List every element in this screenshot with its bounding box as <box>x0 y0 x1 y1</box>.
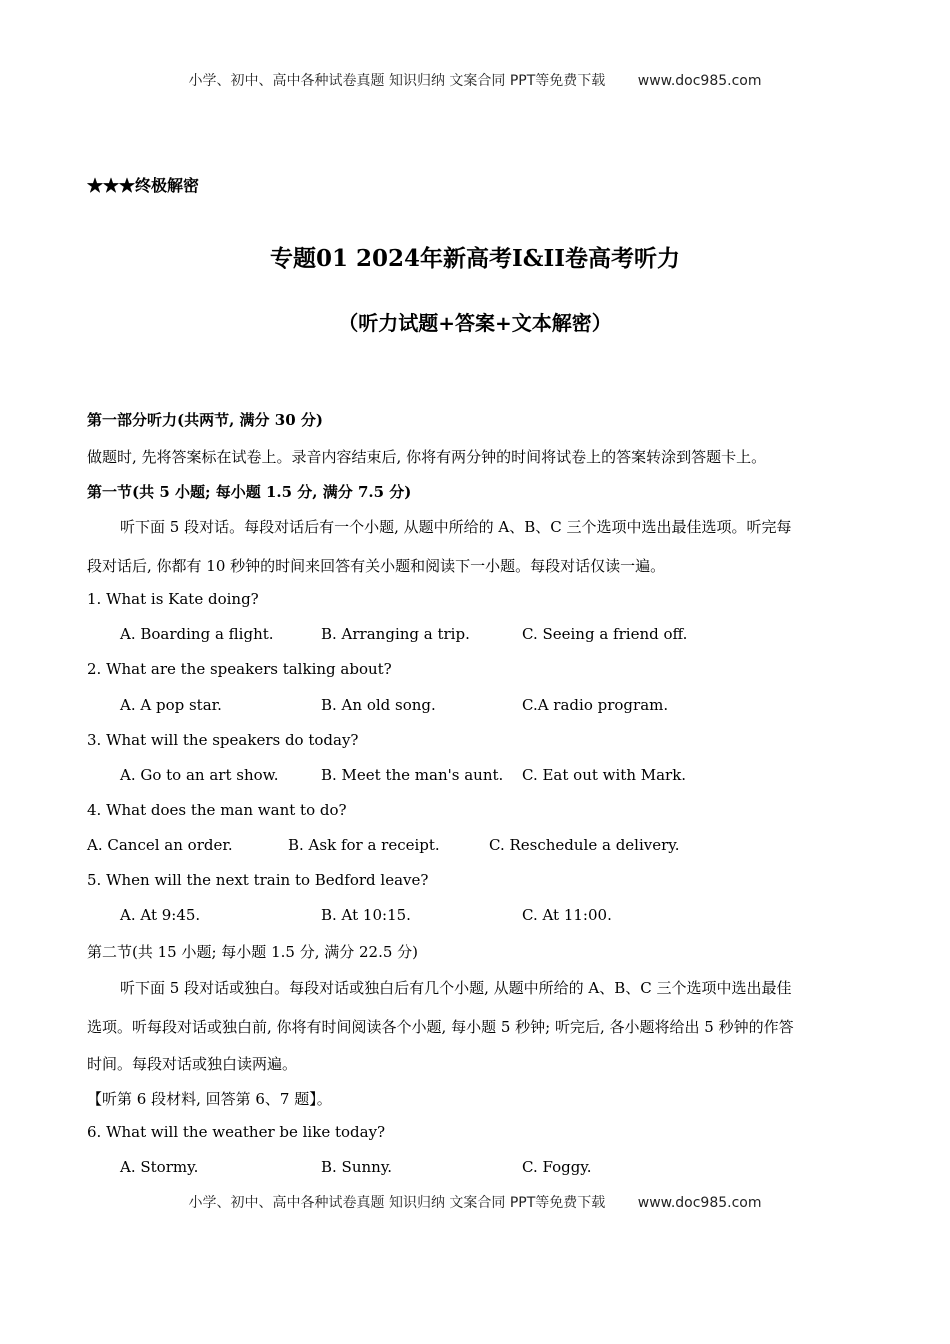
question-3-option-b: B. Meet the man's aunt. <box>321 766 504 784</box>
question-1-option-a: A. Boarding a flight. <box>120 625 274 643</box>
page-title: 专题01 2024年新高考I&II卷高考听力 <box>269 245 681 272</box>
question-5: 5. When will the next train to Bedford leave? <box>87 871 429 889</box>
question-4-option-b: B. Ask for a receipt. <box>288 836 440 854</box>
question-5-option-c: C. At 11:00. <box>522 906 612 924</box>
header-site-link[interactable]: www.doc985.com <box>637 73 762 89</box>
question-3-option-c: C. Eat out with Mark. <box>522 766 687 784</box>
part1-heading: 第一部分听力(共两节, 满分 30 分) <box>87 411 323 429</box>
question-3-option-a: A. Go to an art show. <box>120 766 279 784</box>
question-2-option-a: A. A pop star. <box>120 696 222 714</box>
section2-heading: 第二节(共 15 小题; 每小题 1.5 分, 满分 22.5 分) <box>87 943 419 961</box>
section1-instruction-line1: 听下面 5 段对话。每段对话后有一个小题, 从题中所给的 A、B、C 三个选项中选出最佳选项。听完每 <box>120 518 792 536</box>
footer-site-link[interactable]: www.doc985.com <box>637 1195 762 1211</box>
question-1-option-c: C. Seeing a friend off. <box>522 625 688 643</box>
question-6-option-b: B. Sunny. <box>321 1158 393 1176</box>
question-3: 3. What will the speakers do today? <box>87 731 359 749</box>
question-6: 6. What will the weather be like today? <box>87 1123 386 1141</box>
section2-instruction-line2: 选项。听每段对话或独白前, 你将有时间阅读各个小题, 每小题 5 秒钟; 听完后, 各小题将给出 5 秒钟的作答 <box>87 1018 794 1036</box>
page-header <box>0 70 950 90</box>
page-footer <box>0 1192 950 1212</box>
question-4-option-a: A. Cancel an order. <box>87 836 233 854</box>
question-4: 4. What does the man want to do? <box>87 801 347 819</box>
section1-instruction-line2: 段对话后, 你都有 10 秒钟的时间来回答有关小题和阅读下一小题。每段对话仅读一遍。 <box>87 557 666 575</box>
question-6-option-a: A. Stormy. <box>120 1158 199 1176</box>
section2-instruction-line3: 时间。每段对话或独白读两遍。 <box>87 1055 298 1073</box>
question-5-option-a: A. At 9:45. <box>120 906 201 924</box>
question-6-option-c: C. Foggy. <box>522 1158 592 1176</box>
question-2-option-b: B. An old song. <box>321 696 436 714</box>
question-5-option-b: B. At 10:15. <box>321 906 411 924</box>
question-2: 2. What are the speakers talking about? <box>87 660 392 678</box>
question-1-option-b: B. Arranging a trip. <box>321 625 470 643</box>
material-note: 【听第 6 段材料, 回答第 6、7 题】。 <box>87 1090 332 1108</box>
question-2-option-c: C.A radio program. <box>522 696 669 714</box>
part1-instruction: 做题时, 先将答案标在试卷上。录音内容结束后, 你将有两分钟的时间将试卷上的答案转涂到答题卡上。 <box>87 448 767 466</box>
header-text: 小学、初中、高中各种试卷真题 知识归纳 文案合同 PPT等免费下载 <box>188 73 606 89</box>
secret-badge: ★★★终极解密 <box>87 176 200 195</box>
question-1: 1. What is Kate doing? <box>87 590 259 608</box>
question-4-option-c: C. Reschedule a delivery. <box>489 836 680 854</box>
section1-heading: 第一节(共 5 小题; 每小题 1.5 分, 满分 7.5 分) <box>87 483 412 501</box>
page-subtitle: （听力试题+答案+文本解密） <box>338 311 612 335</box>
footer-text: 小学、初中、高中各种试卷真题 知识归纳 文案合同 PPT等免费下载 <box>188 1195 606 1211</box>
section2-instruction-line1: 听下面 5 段对话或独白。每段对话或独白后有几个小题, 从题中所给的 A、B、C 三个选项中选出最佳 <box>120 979 792 997</box>
